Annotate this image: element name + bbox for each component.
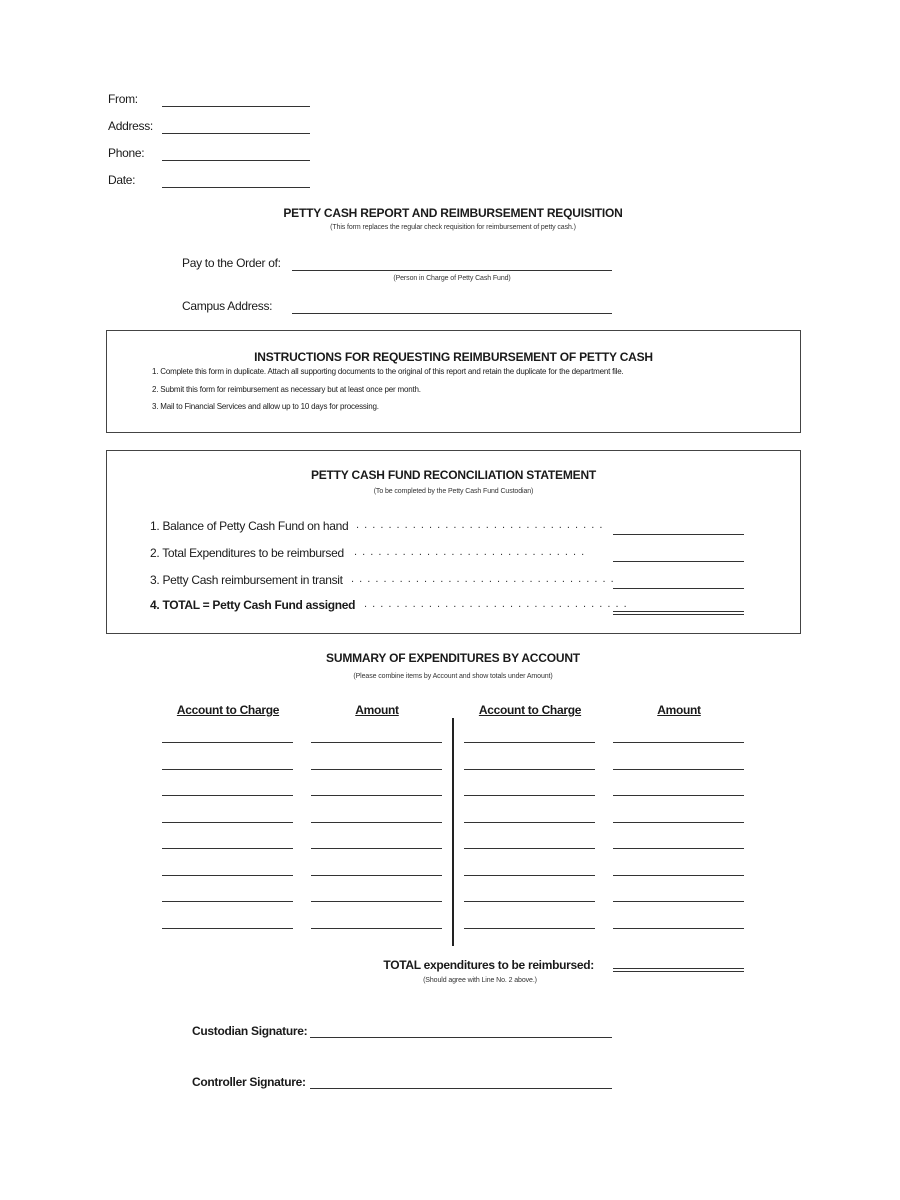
summary-amount-left-field[interactable] xyxy=(311,822,442,823)
phone-field[interactable] xyxy=(162,160,310,161)
col-header-account-left: Account to Charge xyxy=(176,703,280,717)
pay-to-note: (Person in Charge of Petty Cash Fund) xyxy=(393,275,511,282)
instructions-box xyxy=(106,330,801,433)
summary-amount-right-field[interactable] xyxy=(613,769,744,770)
summary-account-left-field[interactable] xyxy=(162,875,293,876)
summary-account-left-field[interactable] xyxy=(162,848,293,849)
column-divider xyxy=(452,718,454,946)
summary-amount-right-field[interactable] xyxy=(613,742,744,743)
date-label: Date: xyxy=(108,173,136,187)
instruction-item: 3. Mail to Financial Services and allow up to 10 days for processing. xyxy=(152,402,379,411)
controller-signature-label: Controller Signature: xyxy=(192,1075,306,1089)
summary-account-right-field[interactable] xyxy=(464,848,595,849)
controller-signature-field[interactable] xyxy=(310,1088,612,1089)
summary-account-right-field[interactable] xyxy=(464,822,595,823)
total-expenditures-label: TOTAL expenditures to be reimbursed: xyxy=(383,958,594,972)
from-label: From: xyxy=(108,92,138,106)
leader-dots: . . . . . . . . . . . . . . . . . . . . . . . . . . . . . . . . . xyxy=(364,598,628,610)
instruction-item: 2. Submit this form for reimbursement as necessary but at least once per month. xyxy=(152,385,421,394)
summary-note: (Please combine items by Account and show totals under Amount) xyxy=(353,673,553,680)
instructions-heading: INSTRUCTIONS FOR REQUESTING REIMBURSEMENT OF PETTY CASH xyxy=(254,350,653,364)
summary-account-right-field[interactable] xyxy=(464,742,595,743)
summary-amount-left-field[interactable] xyxy=(311,875,442,876)
pay-to-label: Pay to the Order of: xyxy=(182,256,281,270)
col-header-amount-right: Amount xyxy=(657,703,701,717)
summary-account-right-field[interactable] xyxy=(464,795,595,796)
recon-line-expenditures: 2. Total Expenditures to be reimbursed xyxy=(150,546,344,560)
recon-transit-field[interactable] xyxy=(613,588,744,589)
summary-amount-right-field[interactable] xyxy=(613,848,744,849)
custodian-signature-label: Custodian Signature: xyxy=(192,1024,308,1038)
recon-balance-field[interactable] xyxy=(613,534,744,535)
summary-amount-left-field[interactable] xyxy=(311,848,442,849)
recon-line-total: 4. TOTAL = Petty Cash Fund assigned xyxy=(150,598,356,612)
reconciliation-heading: PETTY CASH FUND RECONCILIATION STATEMENT xyxy=(310,468,597,482)
col-header-account-right: Account to Charge xyxy=(478,703,582,717)
recon-line-transit: 3. Petty Cash reimbursement in transit xyxy=(150,573,343,587)
reconciliation-note: (To be completed by the Petty Cash Fund Custodian) xyxy=(373,488,534,495)
from-field[interactable] xyxy=(162,106,310,107)
summary-account-left-field[interactable] xyxy=(162,769,293,770)
summary-account-right-field[interactable] xyxy=(464,769,595,770)
address-field[interactable] xyxy=(162,133,310,134)
address-label: Address: xyxy=(108,119,153,133)
instruction-item: 1. Complete this form in duplicate. Attach all supporting documents to the original of this report and retain the duplicate for the department file. xyxy=(152,367,624,376)
summary-account-left-field[interactable] xyxy=(162,795,293,796)
form-title-note: (This form replaces the regular check requisition for reimbursement of petty cash.) xyxy=(330,224,576,231)
total-expenditures-field[interactable] xyxy=(613,968,744,972)
summary-amount-right-field[interactable] xyxy=(613,928,744,929)
leader-dots: . . . . . . . . . . . . . . . . . . . . . . . . . . . . . xyxy=(354,546,586,558)
custodian-signature-field[interactable] xyxy=(310,1037,612,1038)
date-field[interactable] xyxy=(162,187,310,188)
summary-amount-right-field[interactable] xyxy=(613,795,744,796)
recon-line-balance: 1. Balance of Petty Cash Fund on hand xyxy=(150,519,349,533)
total-expenditures-note: (Should agree with Line No. 2 above.) xyxy=(423,977,537,984)
phone-label: Phone: xyxy=(108,146,145,160)
summary-amount-right-field[interactable] xyxy=(613,822,744,823)
recon-expenditures-field[interactable] xyxy=(613,561,744,562)
summary-account-left-field[interactable] xyxy=(162,928,293,929)
summary-account-right-field[interactable] xyxy=(464,901,595,902)
summary-amount-right-field[interactable] xyxy=(613,875,744,876)
summary-account-right-field[interactable] xyxy=(464,928,595,929)
form-title: PETTY CASH REPORT AND REIMBURSEMENT REQUISITION xyxy=(283,206,623,220)
col-header-amount-left: Amount xyxy=(355,703,399,717)
summary-account-right-field[interactable] xyxy=(464,875,595,876)
campus-address-label: Campus Address: xyxy=(182,299,273,313)
pay-to-field[interactable] xyxy=(292,270,612,271)
summary-amount-left-field[interactable] xyxy=(311,742,442,743)
leader-dots: . . . . . . . . . . . . . . . . . . . . . . . . . . . . . . . . . xyxy=(351,573,615,585)
summary-amount-left-field[interactable] xyxy=(311,901,442,902)
summary-amount-left-field[interactable] xyxy=(311,795,442,796)
summary-amount-left-field[interactable] xyxy=(311,769,442,770)
summary-account-left-field[interactable] xyxy=(162,742,293,743)
summary-heading: SUMMARY OF EXPENDITURES BY ACCOUNT xyxy=(326,651,580,665)
summary-amount-left-field[interactable] xyxy=(311,928,442,929)
leader-dots: . . . . . . . . . . . . . . . . . . . . . . . . . . . . . . . xyxy=(356,519,604,531)
recon-total-field[interactable] xyxy=(613,611,744,615)
campus-address-field[interactable] xyxy=(292,313,612,314)
summary-account-left-field[interactable] xyxy=(162,822,293,823)
summary-amount-right-field[interactable] xyxy=(613,901,744,902)
summary-account-left-field[interactable] xyxy=(162,901,293,902)
